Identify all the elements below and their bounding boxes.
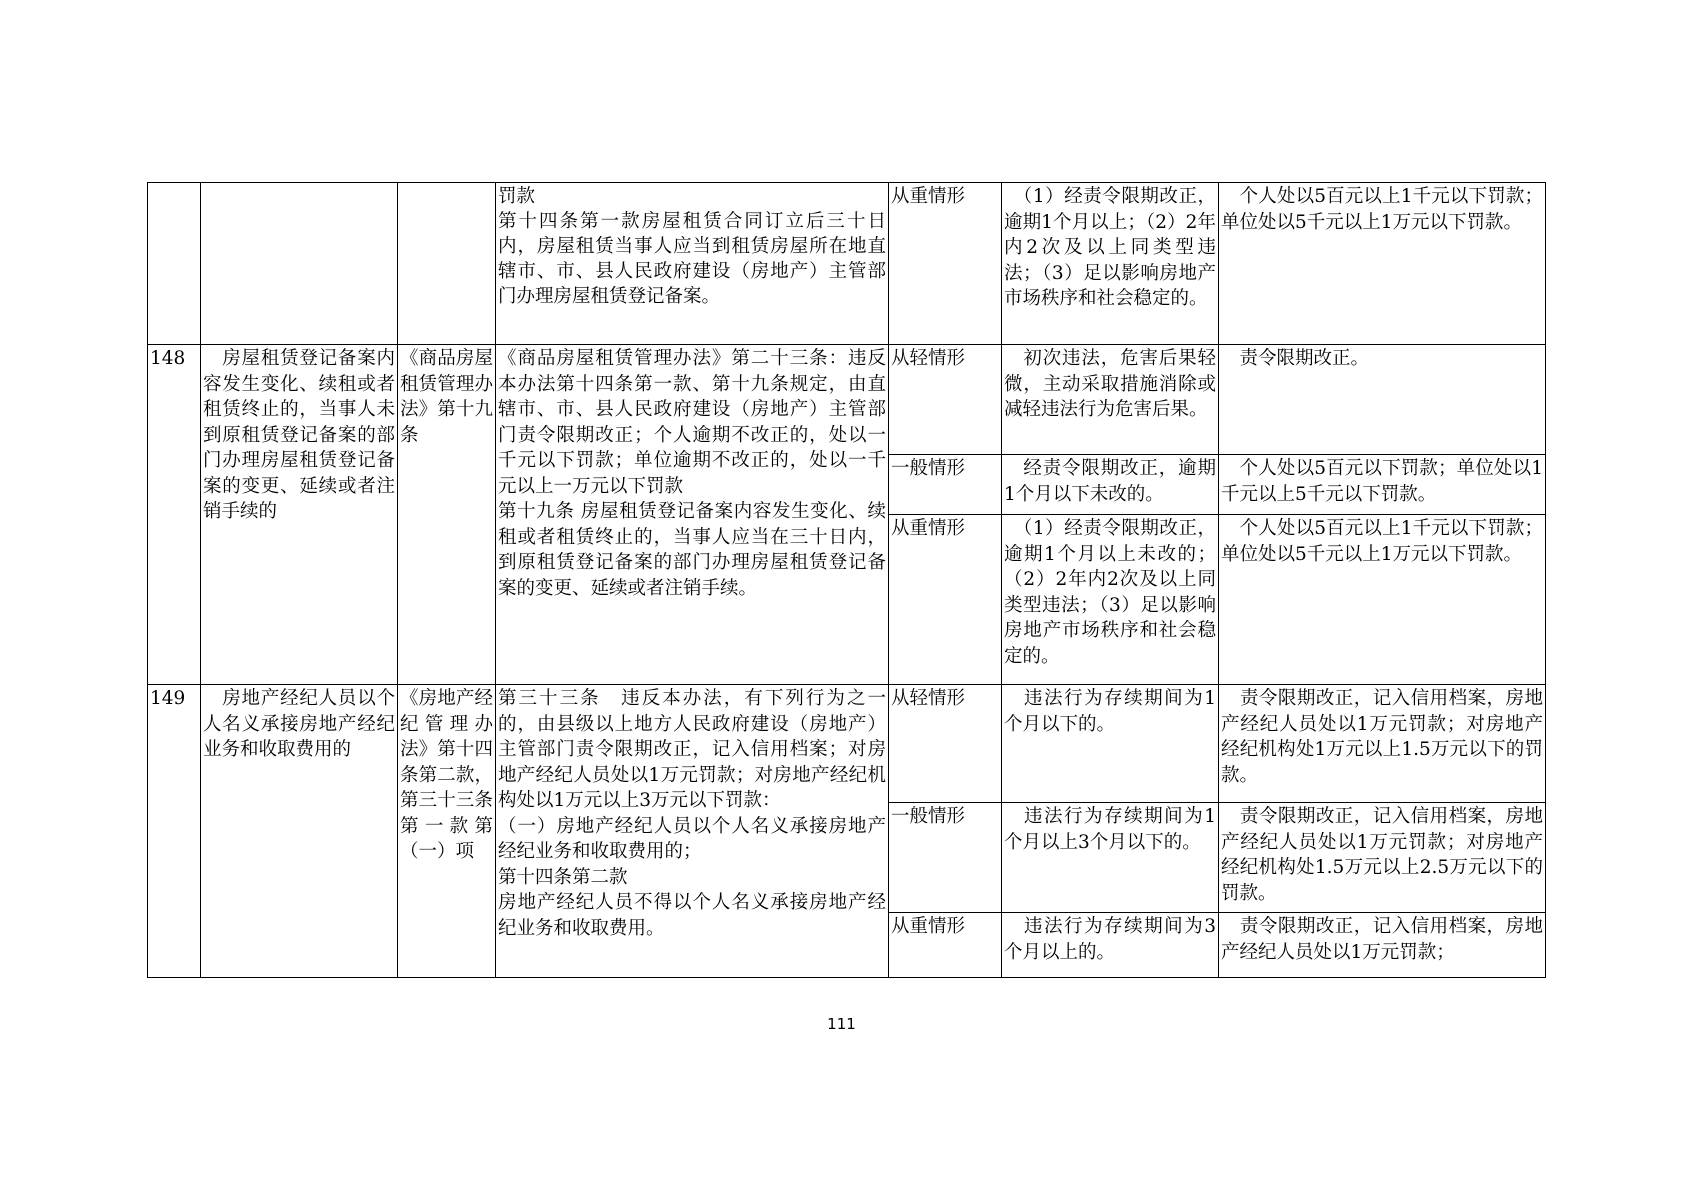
circumstance-cell: 从轻情形 <box>889 345 1002 455</box>
item-number-cell <box>148 183 201 345</box>
item-number-cell: 149 <box>148 685 201 978</box>
applicable-condition-cell: （1）经责令限期改正，逾期1个月以上；（2）2年内2次及以上同类型违法；（3）足以影响房地产市场秩序和社会稳定的。 <box>1002 183 1219 345</box>
circumstance-cell: 从轻情形 <box>889 685 1002 803</box>
applicable-condition-cell: 违法行为存续期间为1个月以上3个月以下的。 <box>1002 803 1219 913</box>
applicable-condition-cell: 经责令限期改正，逾期1个月以下未改的。 <box>1002 455 1219 515</box>
applicable-condition-cell: 初次违法，危害后果轻微，主动采取措施消除或减轻违法行为危害后果。 <box>1002 345 1219 455</box>
table-row <box>148 345 1546 455</box>
penalty-standard-cell: 个人处以5百元以上1千元以下罚款；单位处以5千元以上1万元以下罚款。 <box>1219 183 1546 345</box>
legal-basis-cell: 《房地产经纪管理办法》第十四条第二款，第三十三条第一款第（一）项 <box>398 685 496 978</box>
circumstance-cell: 一般情形 <box>889 455 1002 515</box>
page-number: 111 <box>827 1015 856 1033</box>
applicable-condition-cell: 违法行为存续期间为3个月以上的。 <box>1002 913 1219 978</box>
penalty-standard-cell: 责令限期改正，记入信用档案，房地产经纪人员处以1万元罚款；对房地产经纪机构处1万元以上1.5万元以下的罚款。 <box>1219 685 1546 803</box>
applicable-condition-cell: 违法行为存续期间为1个月以下的。 <box>1002 685 1219 803</box>
legal-basis-cell <box>398 183 496 345</box>
circumstance-cell: 一般情形 <box>889 803 1002 913</box>
penalty-clause-cell: 《商品房屋租赁管理办法》第二十三条：违反本办法第十四条第一款、第十九条规定，由直辖市、市、县人民政府建设（房地产）主管部门责令限期改正；个人逾期不改正的，处以一千元以下罚款；单位逾期不改正的，处以一千元以上一万元以下罚款 第十九条 房屋租赁登记备案内容发生变化、续租或者租赁终止的，当事人应当在三十日内，到原租赁登记备案的部门办理房屋租赁登记备案的变更、延续或者注销手续。 <box>496 345 889 685</box>
penalty-clause-cell: 罚款 第十四条第一款房屋租赁合同订立后三十日内，房屋租赁当事人应当到租赁房屋所在地直辖市、市、县人民政府建设（房地产）主管部门办理房屋租赁登记备案。 <box>496 183 889 345</box>
penalty-clause-cell: 第三十三条 违反本办法，有下列行为之一的，由县级以上地方人民政府建设（房地产）主管部门责令限期改正，记入信用档案；对房地产经纪人员处以1万元罚款；对房地产经纪机构处以1万元以上3万元以下罚款： （一）房地产经纪人员以个人名义承接房地产经纪业务和收取费用的； 第十四条第二款 房地产经纪人员不得以个人名义承接房地产经纪业务和收取费用。 <box>496 685 889 978</box>
penalty-standard-cell: 个人处以5百元以上1千元以下罚款；单位处以5千元以上1万元以下罚款。 <box>1219 515 1546 685</box>
penalty-standard-cell: 个人处以5百元以下罚款；单位处以1千元以上5千元以下罚款。 <box>1219 455 1546 515</box>
violation-behavior-cell: 房屋租赁登记备案内容发生变化、续租或者租赁终止的，当事人未到原租赁登记备案的部门办理房屋租赁登记备案的变更、延续或者注销手续的 <box>201 345 398 685</box>
penalty-standard-cell: 责令限期改正。 <box>1219 345 1546 455</box>
violation-behavior-cell <box>201 183 398 345</box>
item-number-cell: 148 <box>148 345 201 685</box>
circumstance-cell: 从重情形 <box>889 183 1002 345</box>
penalty-standard-cell: 责令限期改正，记入信用档案，房地产经纪人员处以1万元罚款；对房地产经纪机构处1.5万元以上2.5万元以下的罚款。 <box>1219 803 1546 913</box>
table-row <box>148 685 1546 803</box>
table-row <box>148 183 1546 345</box>
legal-basis-cell: 《商品房屋租赁管理办法》第十九条 <box>398 345 496 685</box>
penalty-discretion-table <box>147 182 1546 978</box>
circumstance-cell: 从重情形 <box>889 515 1002 685</box>
circumstance-cell: 从重情形 <box>889 913 1002 978</box>
penalty-standard-cell: 责令限期改正，记入信用档案，房地产经纪人员处以1万元罚款； <box>1219 913 1546 978</box>
violation-behavior-cell: 房地产经纪人员以个人名义承接房地产经纪业务和收取费用的 <box>201 685 398 978</box>
applicable-condition-cell: （1）经责令限期改正，逾期1个月以上未改的；（2）2年内2次及以上同类型违法；（3）足以影响房地产市场秩序和社会稳定的。 <box>1002 515 1219 685</box>
